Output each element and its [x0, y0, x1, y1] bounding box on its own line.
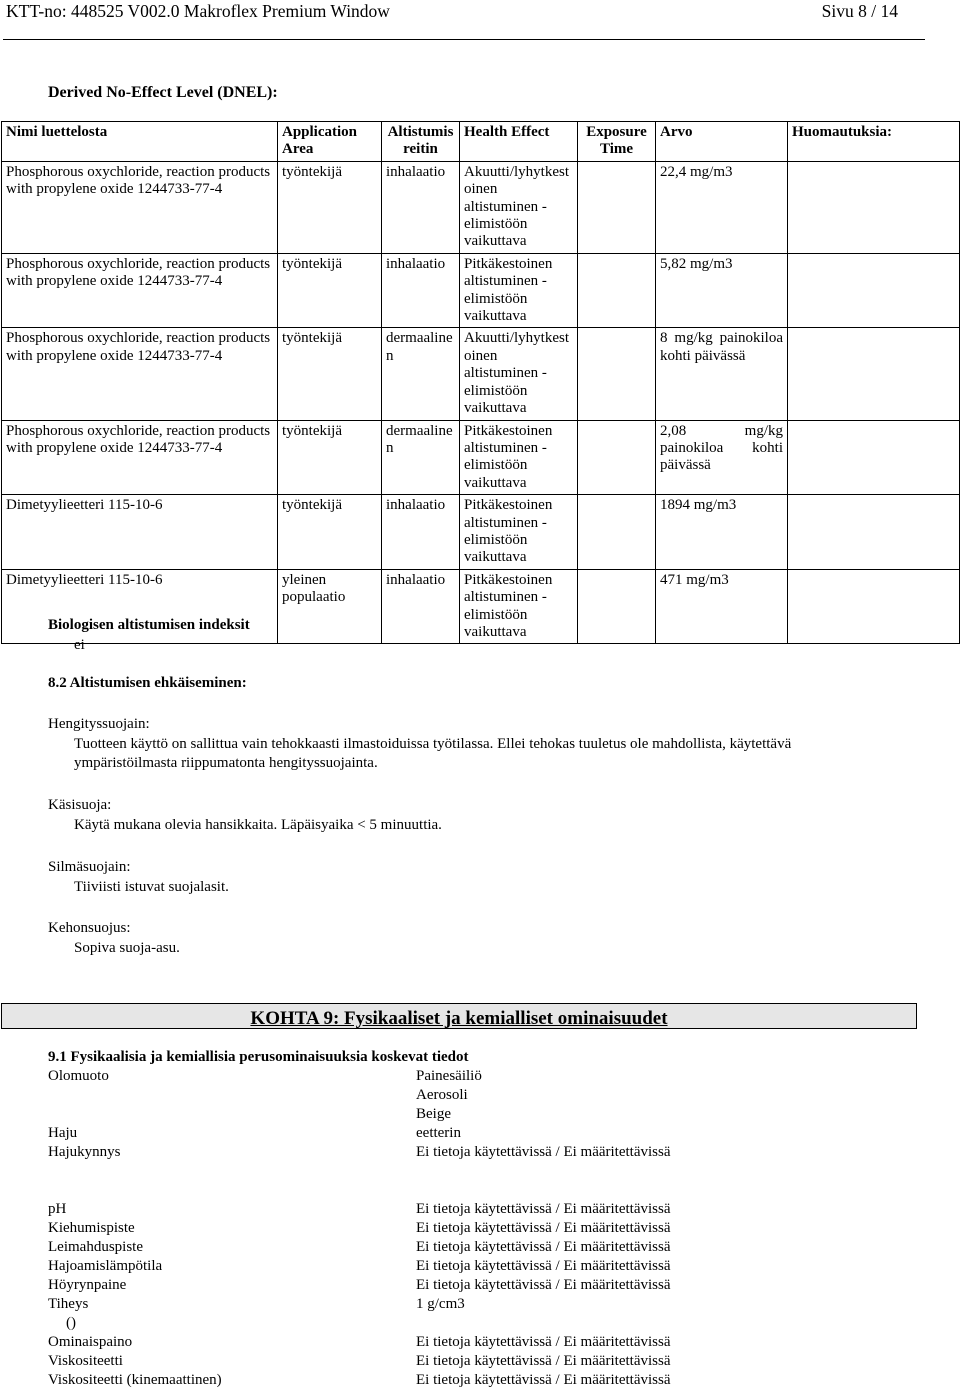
prop-value: Ei tietoja käytettävissä / Ei määritettävissä: [416, 1277, 671, 1293]
cell-notes: [788, 253, 960, 328]
prop-value: Aerosoli: [416, 1087, 468, 1103]
cell-effect: Pitkäkestoinen altistuminen - elimistöön vaikuttava: [460, 569, 578, 644]
prop-label: Leimahduspiste: [48, 1239, 143, 1255]
cell-time: [578, 569, 656, 644]
cell-substance: Phosphorous oxychloride, reaction products with propylene oxide 1244733-77-4: [2, 161, 278, 253]
cell-effect: Pitkäkestoinen altistuminen - elimistöön vaikuttava: [460, 420, 578, 495]
table-row: [2, 253, 960, 328]
prop-value: Ei tietoja käytettävissä / Ei määritettävissä: [416, 1220, 671, 1236]
body-text: Sopiva suoja-asu.: [74, 940, 180, 956]
cell-notes: [788, 495, 960, 570]
cell-area: yleinen populaatio: [278, 569, 382, 644]
prop-value: Ei tietoja käytettävissä / Ei määritettävissä: [416, 1372, 671, 1388]
bio-value: ei: [74, 637, 85, 653]
respiratory-text-1: Tuotteen käyttö on sallittua vain tehokkaasti ilmastoiduissa työtilassa. Ellei tehokas tuuletus ole mahdollista, käytettävä: [74, 736, 792, 752]
cell-time: [578, 420, 656, 495]
cell-effect: Pitkäkestoinen altistuminen - elimistöön vaikuttava: [460, 253, 578, 328]
section-9-heading: KOHTA 9: Fysikaaliset ja kemialliset ominaisuudet: [250, 1008, 668, 1029]
prop-label: Viskositeetti (kinemaattinen): [48, 1372, 222, 1388]
cell-time: [578, 495, 656, 570]
cell-value: 471 mg/m3: [656, 569, 788, 644]
table-row: [2, 328, 960, 420]
protection-title: 8.2 Altistumisen ehkäiseminen:: [48, 675, 247, 691]
page-header: [6, 0, 922, 22]
cell-value: 5,82 mg/m3: [656, 253, 788, 328]
cell-time: [578, 328, 656, 420]
prop-label: Hajoamislämpötila: [48, 1258, 163, 1274]
prop-value: Ei tietoja käytettävissä / Ei määritettävissä: [416, 1353, 671, 1369]
prop-label: Haju: [48, 1125, 78, 1141]
prop-label: Kiehumispiste: [48, 1220, 135, 1236]
cell-effect: Akuutti/lyhytkest oinen altistuminen - elimistöön vaikuttava: [460, 161, 578, 253]
cell-substance: Phosphorous oxychloride, reaction products with propylene oxide 1244733-77-4: [2, 328, 278, 420]
table-header-row: [2, 122, 960, 162]
cell-route: inhalaatio: [382, 569, 460, 644]
cell-effect: Pitkäkestoinen altistuminen - elimistöön vaikuttava: [460, 495, 578, 570]
cell-area: työntekijä: [278, 161, 382, 253]
cell-area: työntekijä: [278, 495, 382, 570]
column-header: Huomautuksia:: [788, 122, 960, 162]
respiratory-text-2: ympäristöilmasta riippumatonta hengityssuojainta.: [74, 755, 378, 771]
column-header: Nimi luettelosta: [2, 122, 278, 162]
document-id: KTT-no: 448525 V002.0 Makroflex Premium Window: [6, 1, 390, 21]
cell-notes: [788, 161, 960, 253]
cell-notes: [788, 569, 960, 644]
cell-substance: Dimetyylieetteri 115-10-6: [2, 569, 278, 644]
cell-notes: [788, 328, 960, 420]
hand-text: Käytä mukana olevia hansikkaita. Läpäisyaika < 5 minuuttia.: [74, 817, 442, 833]
respiratory-label: Hengityssuojain:: [48, 716, 150, 732]
cell-route: inhalaatio: [382, 161, 460, 253]
hand-label: Käsisuoja:: [48, 797, 112, 813]
cell-time: [578, 161, 656, 253]
cell-area: työntekijä: [278, 420, 382, 495]
cell-value: 2,08 mg/kg painokiloa kohti päivässä: [656, 420, 788, 495]
cell-substance: Phosphorous oxychloride, reaction products with propylene oxide 1244733-77-4: [2, 253, 278, 328]
prop-value: Ei tietoja käytettävissä / Ei määritettävissä: [416, 1201, 671, 1217]
header-divider: [3, 39, 925, 40]
eye-text: Tiiviisti istuvat suojalasit.: [74, 879, 229, 895]
cell-substance: Phosphorous oxychloride, reaction products with propylene oxide 1244733-77-4: [2, 420, 278, 495]
prop-label: Tiheys: [48, 1296, 89, 1312]
cell-route: inhalaatio: [382, 253, 460, 328]
cell-notes: [788, 420, 960, 495]
prop-value: 1 g/cm3: [416, 1296, 465, 1312]
prop-label: Viskositeetti: [48, 1353, 123, 1369]
prop-label: Höyrynpaine: [48, 1277, 127, 1293]
cell-route: dermaaline n: [382, 420, 460, 495]
table-row: [2, 420, 960, 495]
cell-effect: Akuutti/lyhytkest oinen altistuminen - elimistöön vaikuttava: [460, 328, 578, 420]
cell-value: 22,4 mg/m3: [656, 161, 788, 253]
cell-time: [578, 253, 656, 328]
cell-value: 8 mg/kg painokiloa kohti päivässä: [656, 328, 788, 420]
cell-value: 1894 mg/m3: [656, 495, 788, 570]
cell-route: inhalaatio: [382, 495, 460, 570]
prop-label: pH: [48, 1201, 67, 1217]
prop-label: Hajukynnys: [48, 1144, 121, 1160]
table-row: [2, 495, 960, 570]
prop-label: Ominaispaino: [48, 1334, 133, 1350]
prop-label: Olomuoto: [48, 1068, 109, 1084]
prop-value: eetterin: [416, 1125, 461, 1141]
dnel-title: Derived No-Effect Level (DNEL):: [48, 84, 278, 101]
body-label: Kehonsuojus:: [48, 920, 131, 936]
prop-value: Ei tietoja käytettävissä / Ei määritettävissä: [416, 1334, 671, 1350]
table-row: [2, 161, 960, 253]
column-header: Exposure Time: [578, 122, 656, 162]
page-number: Sivu 8 / 14: [821, 1, 898, 21]
cell-area: työntekijä: [278, 253, 382, 328]
cell-route: dermaaline n: [382, 328, 460, 420]
prop-label: (): [66, 1315, 76, 1331]
column-header: Health Effect: [460, 122, 578, 162]
prop-value: Beige: [416, 1106, 451, 1122]
column-header: Arvo: [656, 122, 788, 162]
column-header: Altistumis reitin: [382, 122, 460, 162]
column-header: Application Area: [278, 122, 382, 162]
section-9-bar: [1, 1003, 917, 1029]
cell-substance: Dimetyylieetteri 115-10-6: [2, 495, 278, 570]
prop-value: Painesäiliö: [416, 1068, 482, 1084]
bio-title: Biologisen altistumisen indeksit: [48, 617, 250, 633]
cell-area: työntekijä: [278, 328, 382, 420]
prop-value: Ei tietoja käytettävissä / Ei määritettävissä: [416, 1258, 671, 1274]
prop-value: Ei tietoja käytettävissä / Ei määritettävissä: [416, 1239, 671, 1255]
dnel-table: [1, 121, 960, 644]
section-9-subtitle: 9.1 Fysikaalisia ja kemiallisia perusominaisuuksia koskevat tiedot: [48, 1049, 469, 1065]
eye-label: Silmäsuojain:: [48, 859, 131, 875]
prop-value: Ei tietoja käytettävissä / Ei määritettävissä: [416, 1144, 671, 1160]
